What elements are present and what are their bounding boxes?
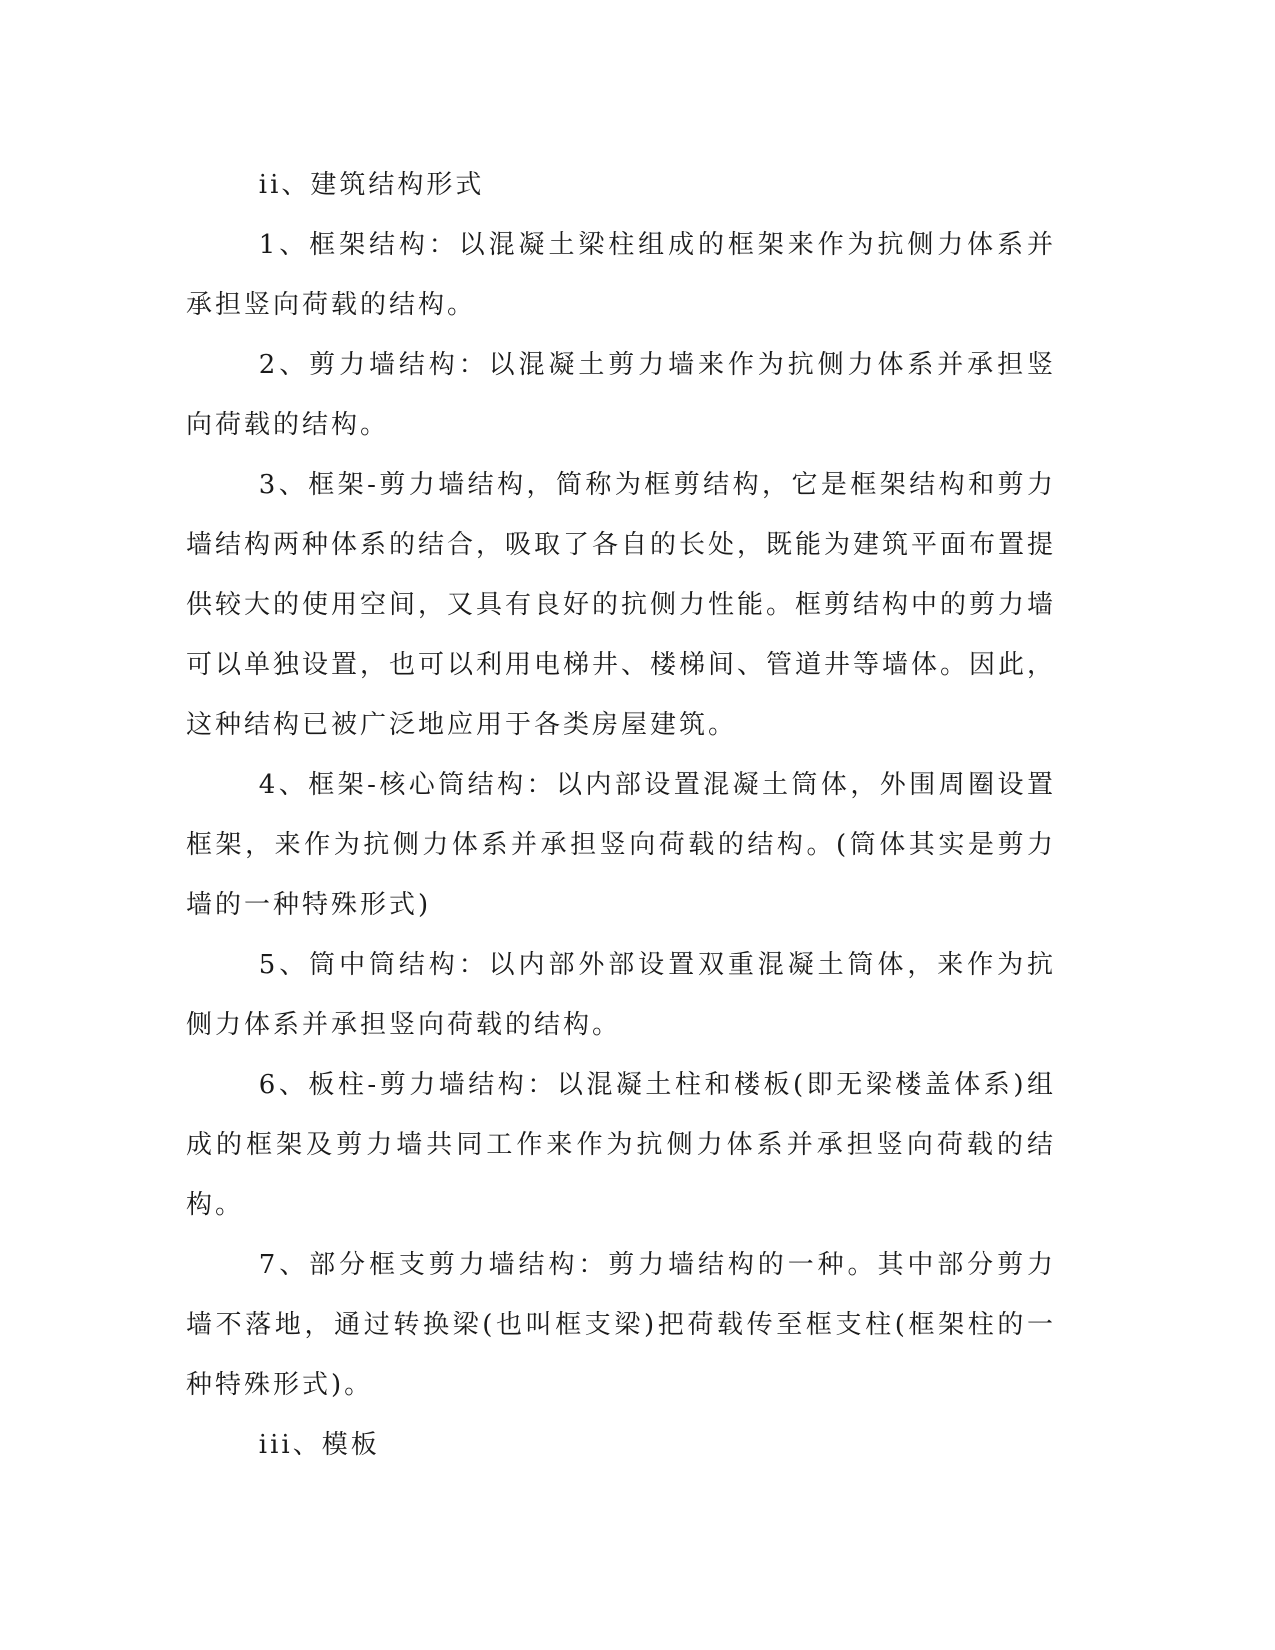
section-heading-iii: iii、模板: [258, 1430, 380, 1460]
paragraph-slab-column-shear-wall-structure: 6、板柱-剪力墙结构：以混凝土柱和楼板(即无梁楼盖体系)组成的框架及剪力墙共同工作来作为抗侧力体系并承担竖向荷载的结构。: [186, 1070, 1056, 1220]
paragraph-tube-in-tube-structure: 5、筒中筒结构：以内部外部设置双重混凝土筒体，来作为抗侧力体系并承担竖向荷载的结构。: [186, 950, 1056, 1040]
paragraph-frame-supported-shear-wall-structure: 7、部分框支剪力墙结构：剪力墙结构的一种。其中部分剪力墙不落地，通过转换梁(也叫框支梁)把荷载传至框支柱(框架柱的一种特殊形式)。: [186, 1250, 1056, 1400]
paragraph-frame-structure: 1、框架结构：以混凝土梁柱组成的框架来作为抗侧力体系并承担竖向荷载的结构。: [186, 230, 1056, 320]
paragraph-frame-shear-wall-structure: 3、框架-剪力墙结构，简称为框剪结构，它是框架结构和剪力墙结构两种体系的结合，吸取了各自的长处，既能为建筑平面布置提供较大的使用空间，又具有良好的抗侧力性能。框剪结构中的剪力墙可以单独设置，也可以利用电梯井、楼梯间、管道井等墙体。因此，这种结构已被广泛地应用于各类房屋建筑。: [186, 470, 1057, 740]
paragraph-shear-wall-structure: 2、剪力墙结构：以混凝土剪力墙来作为抗侧力体系并承担竖向荷载的结构。: [186, 350, 1056, 440]
document-body: [186, 155, 1056, 1475]
section-heading-ii: ii、建筑结构形式: [258, 170, 485, 200]
paragraph-frame-core-tube-structure: 4、框架-核心筒结构：以内部设置混凝土筒体，外围周圈设置框架，来作为抗侧力体系并承担竖向荷载的结构。(筒体其实是剪力墙的一种特殊形式): [186, 770, 1056, 920]
